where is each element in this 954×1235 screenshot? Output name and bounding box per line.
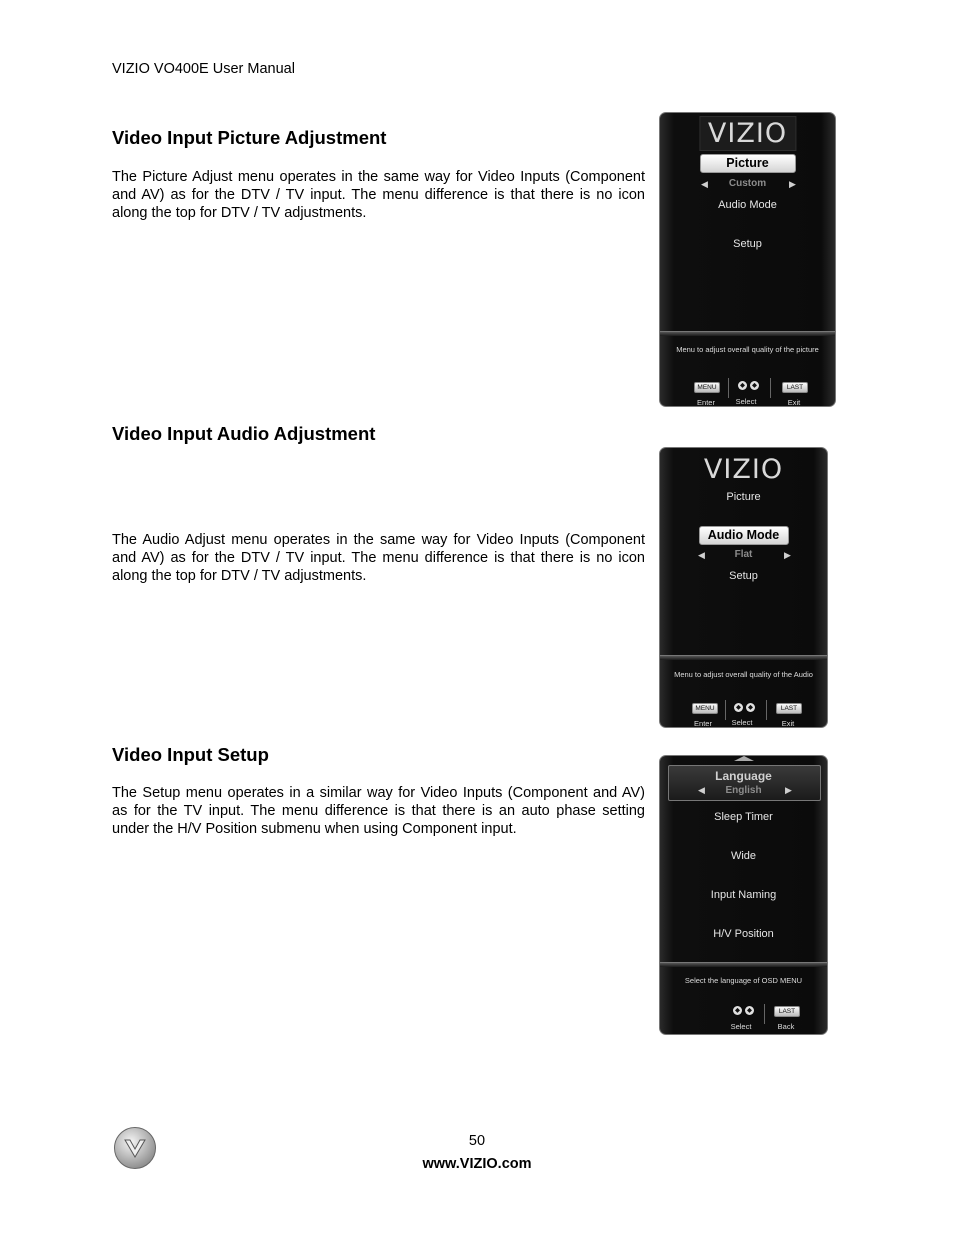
arrow-left-icon[interactable]: ◀ <box>701 179 708 189</box>
osd-item-setup[interactable]: Setup <box>733 238 762 250</box>
key-separator <box>766 700 767 720</box>
left-right-key-icon: ◆ <box>735 1007 740 1014</box>
key-separator <box>725 700 726 720</box>
left-right-key-icon: ◆ <box>740 382 745 389</box>
vizio-logo: VIZIO <box>699 116 796 151</box>
osd-item-setup[interactable]: Setup <box>729 570 758 582</box>
osd-divider <box>660 331 835 336</box>
osd-item-input-naming[interactable]: Input Naming <box>710 889 777 901</box>
section-heading-picture: Video Input Picture Adjustment <box>112 127 387 148</box>
key-label-select: Select <box>730 1022 752 1031</box>
osd-setup-menu <box>659 755 828 1035</box>
menu-key-icon: MENU <box>692 703 718 714</box>
osd-divider <box>660 655 827 660</box>
osd-selected-value: Custom <box>728 178 767 189</box>
key-label-exit: Exit <box>781 719 795 728</box>
section-heading-audio: Video Input Audio Adjustment <box>112 423 376 444</box>
osd-selected-value: Flat <box>734 549 753 560</box>
key-separator <box>770 378 771 398</box>
last-key-icon: LAST <box>774 1006 800 1017</box>
osd-selected-item[interactable]: Audio Mode <box>699 526 789 545</box>
page-number: 50 <box>468 1133 486 1149</box>
up-down-key-icon: ◆ <box>748 704 753 711</box>
menu-key-icon: MENU <box>694 382 720 393</box>
osd-audio-menu <box>659 447 828 728</box>
osd-hint: Menu to adjust overall quality of the Audio <box>674 670 813 679</box>
arrow-left-icon[interactable]: ◀ <box>698 785 705 795</box>
up-down-key-icon: ◆ <box>747 1007 752 1014</box>
section-heading-setup: Video Input Setup <box>112 744 269 765</box>
section-body-audio: The Audio Adjust menu operates in the same way for Video Inputs (Component and AV) as for the DTV / TV input. The menu difference is that there is no icon along the top for DTV / TV adjustments. <box>112 532 645 584</box>
arrow-right-icon[interactable]: ▶ <box>784 550 791 560</box>
website-url[interactable]: www.VIZIO.com <box>422 1156 532 1172</box>
osd-hint: Select the language of OSD MENU <box>684 976 803 985</box>
vizio-logo: VIZIO <box>703 454 784 485</box>
document-header: VIZIO VO400E User Manual <box>112 61 295 77</box>
section-body-setup: The Setup menu operates in a similar way for Video Inputs (Component and AV) as for the TV input. The menu difference is that there is an auto phase setting under the H/V Position submenu when using Component input. <box>112 785 645 837</box>
key-label-back: Back <box>777 1022 795 1031</box>
osd-divider <box>660 962 827 967</box>
osd-item-picture[interactable]: Picture <box>726 491 761 503</box>
key-separator <box>728 378 729 398</box>
key-label-enter: Enter <box>697 398 715 407</box>
key-label-select: Select <box>731 718 753 727</box>
osd-item-wide[interactable]: Wide <box>730 850 757 862</box>
osd-hint: Menu to adjust overall quality of the picture <box>676 345 819 354</box>
osd-picture-menu <box>659 112 836 407</box>
key-separator <box>764 1004 765 1024</box>
up-down-key-icon: ◆ <box>752 382 757 389</box>
osd-item-sleep-timer[interactable]: Sleep Timer <box>714 811 773 823</box>
key-label-enter: Enter <box>694 719 712 728</box>
osd-selected-value: English <box>725 785 762 796</box>
last-key-icon: LAST <box>776 703 802 714</box>
arrow-right-icon[interactable]: ▶ <box>785 785 792 795</box>
arrow-right-icon[interactable]: ▶ <box>789 179 796 189</box>
osd-item-audio-mode[interactable]: Audio Mode <box>718 199 777 211</box>
key-label-exit: Exit <box>787 398 801 407</box>
key-label-select: Select <box>735 397 757 406</box>
osd-selected-item[interactable]: Language <box>715 769 772 783</box>
last-key-icon: LAST <box>782 382 808 393</box>
arrow-left-icon[interactable]: ◀ <box>698 550 705 560</box>
scroll-up-icon[interactable] <box>734 756 754 761</box>
section-body-picture: The Picture Adjust menu operates in the same way for Video Inputs (Component and AV) as for the DTV / TV input. The menu difference is that there is no icon along the top for DTV / TV adjustments. <box>112 169 645 221</box>
left-right-key-icon: ◆ <box>736 704 741 711</box>
osd-item-hv-position[interactable]: H/V Position <box>713 928 774 940</box>
osd-selected-item[interactable]: Picture <box>700 154 796 173</box>
